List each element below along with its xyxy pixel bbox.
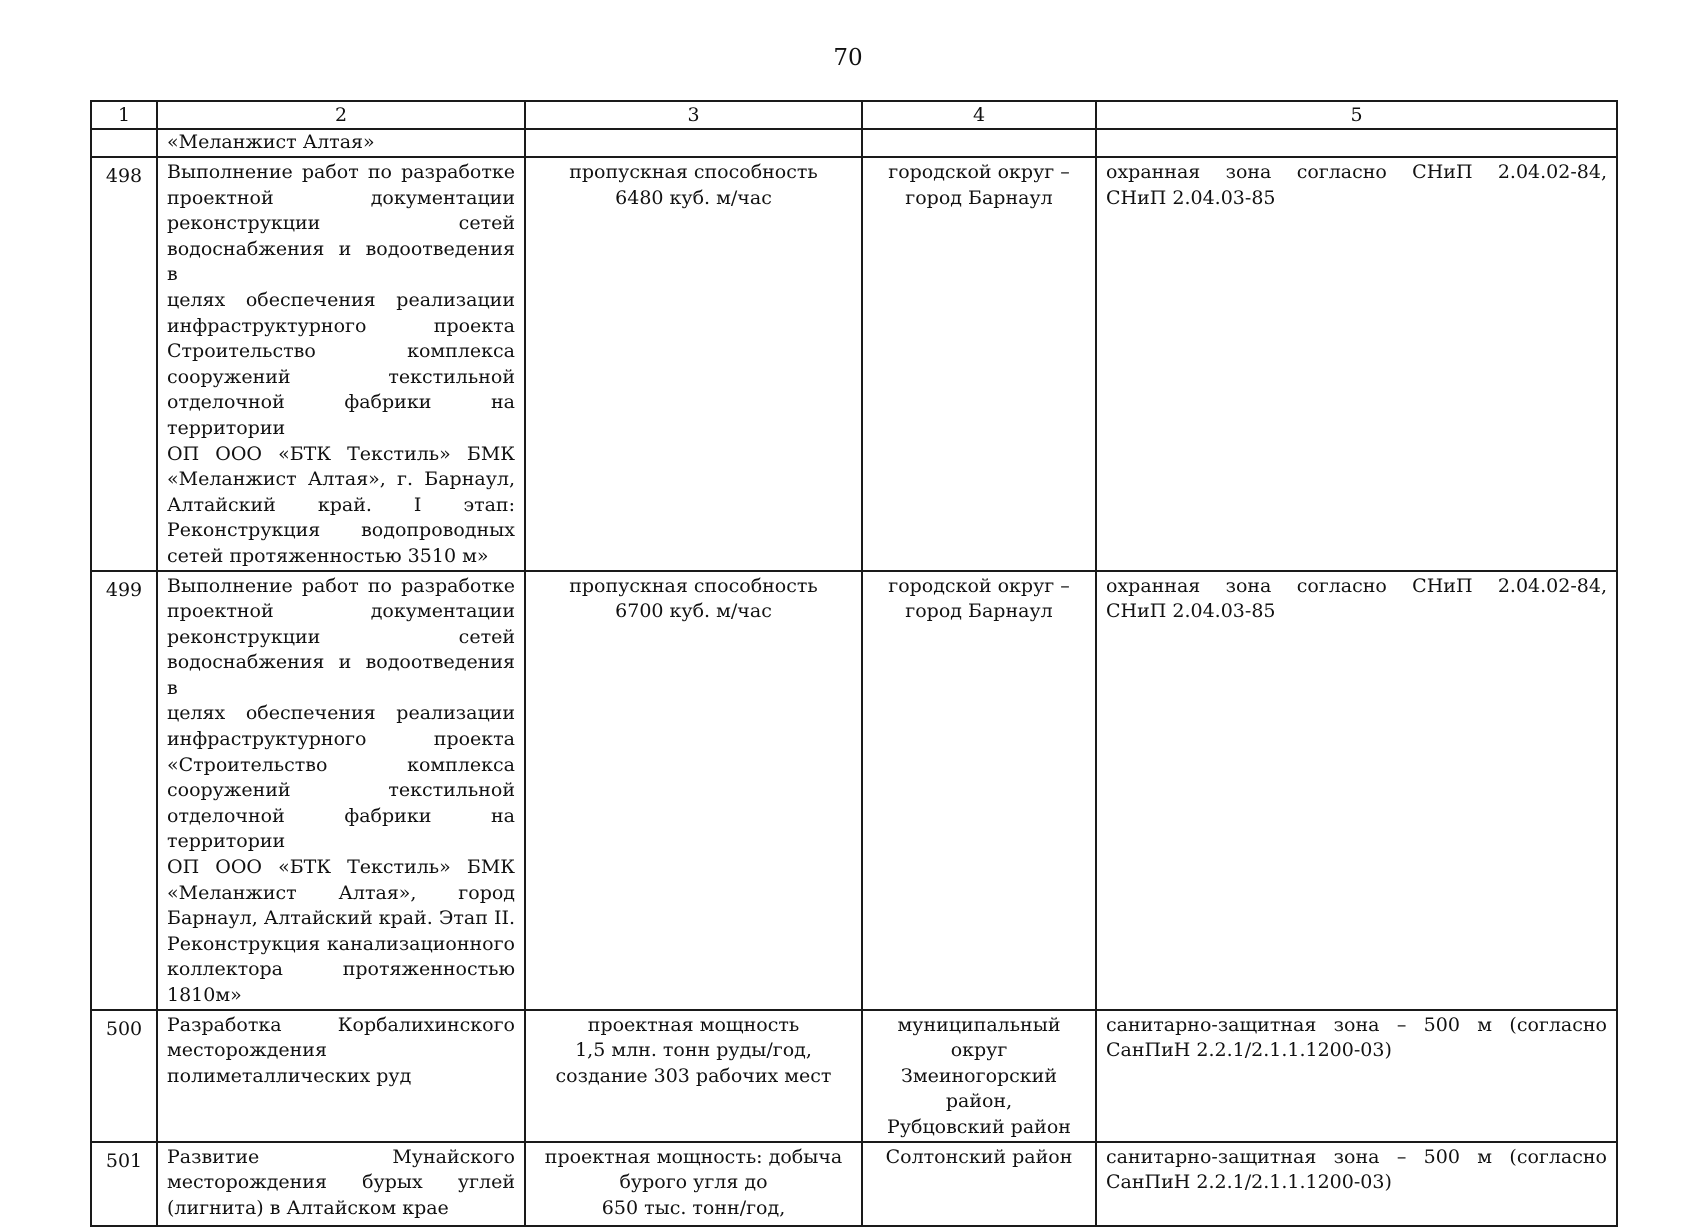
name-line: 1810м»	[167, 984, 242, 1006]
cell-zone	[1096, 1142, 1617, 1226]
cell-territory	[862, 571, 1096, 1010]
header-col-4: 4	[862, 101, 1096, 129]
territory-line: округ Змеиногорский	[900, 1039, 1058, 1087]
name-line: коллектора протяженностью	[167, 958, 515, 981]
zone-line: СНиП 2.04.03-85	[1106, 186, 1276, 209]
name-line: отделочной фабрики на территории	[167, 804, 515, 853]
zone-line: охранная зона согласно СНиП 2.04.02-84,	[1106, 161, 1607, 183]
table-row	[91, 1142, 1617, 1226]
name-line: целях обеспечения реализации	[167, 702, 515, 725]
name-line: водоснабжения и водоотведения в	[167, 651, 515, 699]
zone-line: охранная зона согласно СНиП 2.04.02-84,	[1106, 574, 1607, 597]
cell-zone	[1096, 129, 1617, 157]
name-line: «Меланжист Алтая», город	[167, 881, 515, 904]
name-line: реконструкции сетей	[167, 212, 515, 235]
name-line: Барнаул, Алтайский край. Этап II.	[167, 907, 515, 930]
name-line: Реконструкция канализационного	[167, 932, 515, 955]
zone-line: санитарно-защитная зона – 500 м (согласно	[1106, 1145, 1607, 1168]
name-line: Строительство комплекса	[167, 340, 515, 363]
name-line: полиметаллических руд	[167, 1064, 412, 1087]
name-line: «Строительство комплекса	[167, 753, 515, 776]
zone-line: санитарно-защитная зона – 500 м (согласно	[1106, 1013, 1607, 1036]
territory-line: городской округ –	[888, 574, 1070, 597]
name-line: Развитие Мунайского	[167, 1145, 515, 1168]
capacity-line: бурого угля до	[619, 1171, 768, 1194]
name-line: Разработка Корбалихинского	[167, 1013, 515, 1036]
name-line: (лигнита) в Алтайском крае	[167, 1196, 449, 1219]
territory-line: Рубцовский район	[887, 1115, 1071, 1138]
territory-line: городской округ –	[888, 161, 1070, 183]
name-line: сооружений текстильной	[167, 779, 515, 802]
zone-line: СНиП 2.04.03-85	[1106, 600, 1276, 623]
name-line: Алтайский край. I этап:	[167, 493, 515, 516]
name-line: «Меланжист Алтая», г. Барнаул,	[167, 468, 515, 491]
cell-name	[157, 1142, 525, 1226]
cell-capacity	[525, 129, 862, 157]
cell-territory	[862, 1010, 1096, 1142]
name-line: месторождения бурых углей	[167, 1171, 515, 1194]
cell-territory	[862, 129, 1096, 157]
cell-capacity	[525, 1010, 862, 1142]
header-col-1: 1	[91, 101, 157, 129]
table-row	[91, 571, 1617, 1010]
zone-line: СанПиН 2.2.1/2.1.1.1200-03)	[1106, 1171, 1392, 1194]
name-line: инфраструктурного проекта	[167, 314, 515, 337]
cell-name	[157, 1010, 525, 1142]
cell-num: 501	[91, 1142, 157, 1226]
cell-capacity	[525, 157, 862, 571]
cell-name: «Меланжист Алтая»	[157, 129, 525, 157]
capacity-line: проектная мощность	[587, 1013, 800, 1036]
cell-name	[157, 571, 525, 1010]
name-line: ОП ООО «БТК Текстиль» БМК	[167, 856, 515, 879]
territory-line: район,	[945, 1090, 1013, 1113]
cell-num: 498	[91, 157, 157, 571]
cell-zone	[1096, 157, 1617, 571]
name-line: инфраструктурного проекта	[167, 728, 515, 751]
territory-line: город Барнаул	[905, 600, 1053, 623]
name-line: месторождения	[167, 1039, 327, 1062]
capacity-line: 1,5 млн. тонн руды/год,	[575, 1039, 812, 1062]
header-col-3: 3	[525, 101, 862, 129]
name-line: отделочной фабрики на территории	[167, 391, 515, 439]
header-col-5: 5	[1096, 101, 1617, 129]
capacity-line: пропускная способность	[569, 161, 818, 183]
name-line: реконструкции сетей	[167, 625, 515, 648]
name-line: ОП ООО «БТК Текстиль» БМК	[167, 442, 515, 465]
name-line: проектной документации	[167, 186, 515, 209]
cell-zone	[1096, 571, 1617, 1010]
zone-line: СанПиН 2.2.1/2.1.1.1200-03)	[1106, 1039, 1392, 1062]
cell-territory	[862, 157, 1096, 571]
header-col-2: 2	[157, 101, 525, 129]
cell-num: 500	[91, 1010, 157, 1142]
capacity-line: проектная мощность: добыча	[544, 1145, 843, 1168]
name-line: Выполнение работ по разработке	[167, 161, 515, 183]
name-line: Выполнение работ по разработке	[167, 574, 515, 597]
cell-capacity	[525, 571, 862, 1010]
cell-num	[91, 129, 157, 157]
territory-line: Солтонский район	[885, 1145, 1073, 1168]
capacity-line: 6480 куб. м/час	[615, 186, 772, 209]
cell-capacity	[525, 1142, 862, 1226]
capacity-line: 650 тыс. тонн/год,	[601, 1196, 786, 1219]
name-line: проектной документации	[167, 600, 515, 623]
table-row-continuation	[91, 129, 1617, 157]
page-number: 70	[833, 45, 863, 71]
capacity-line: 6700 куб. м/час	[615, 600, 772, 623]
name-line: сооружений текстильной	[167, 365, 515, 388]
table-header-row	[91, 101, 1617, 129]
territory-line: город Барнаул	[905, 186, 1053, 209]
cell-zone	[1096, 1010, 1617, 1142]
table-row	[91, 1010, 1617, 1142]
cell-territory	[862, 1142, 1096, 1226]
cell-num: 499	[91, 571, 157, 1010]
capacity-line: пропускная способность	[569, 574, 818, 597]
cell-name	[157, 157, 525, 571]
name-line: целях обеспечения реализации	[167, 288, 515, 311]
table-row	[91, 157, 1617, 571]
capacity-line: создание 303 рабочих мест	[555, 1064, 832, 1087]
territory-line: муниципальный	[897, 1013, 1061, 1036]
objects-table	[90, 100, 1618, 1227]
name-line: водоснабжения и водоотведения в	[167, 237, 515, 286]
name-line: Реконструкция водопроводных	[167, 519, 515, 542]
name-line: сетей протяженностью 3510 м»	[167, 544, 489, 567]
